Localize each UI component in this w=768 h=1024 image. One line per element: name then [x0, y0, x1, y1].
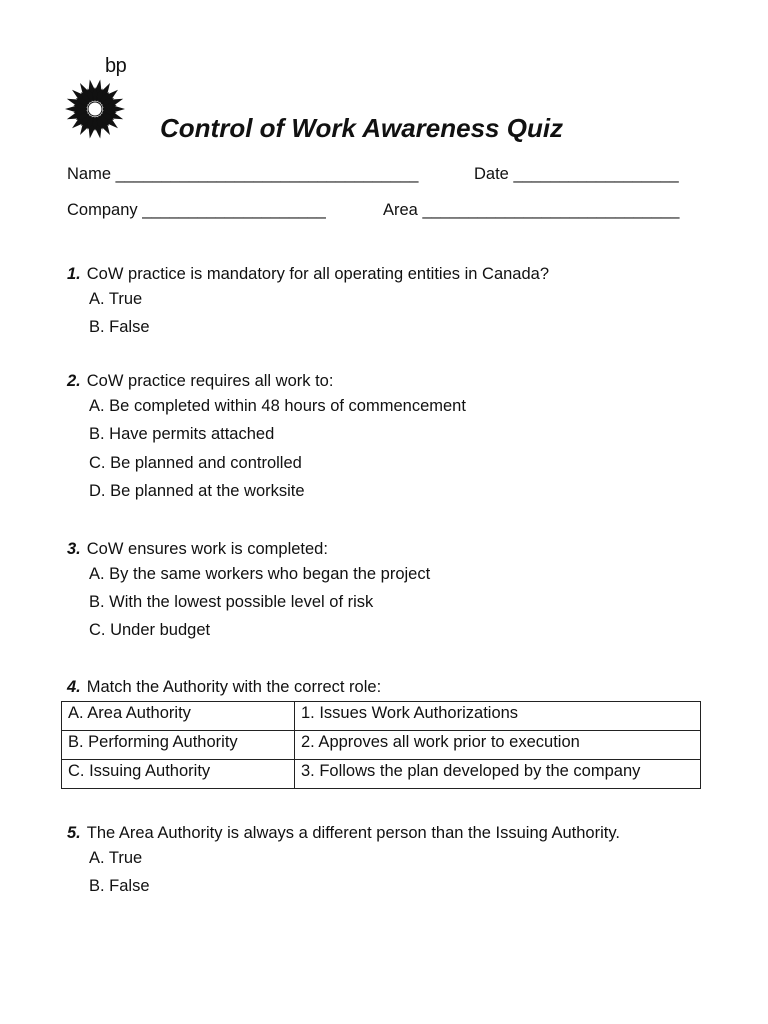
question-text: CoW practice requires all work to:	[86, 372, 334, 390]
question-4	[67, 676, 381, 698]
question-number: 4.	[67, 678, 81, 696]
answer-option[interactable]: B. False	[89, 318, 150, 336]
question-number: 2.	[67, 372, 81, 390]
answer-option[interactable]: C. Under budget	[89, 621, 211, 639]
answer-option[interactable]: A. True	[89, 290, 143, 308]
company-field-row	[67, 199, 326, 221]
date-field-row	[474, 163, 679, 185]
area-field-row	[383, 199, 679, 221]
question-text: CoW ensures work is completed:	[86, 540, 328, 558]
date-field[interactable]: __________________	[513, 165, 679, 183]
table-row	[62, 702, 701, 731]
company-field[interactable]: ____________________	[142, 201, 326, 219]
question-text: CoW practice is mandatory for all operating entities in Canada?	[86, 265, 549, 283]
bp-logo	[64, 54, 134, 140]
question-1	[67, 263, 549, 285]
bp-logo-text: bp	[105, 55, 127, 77]
role-cell[interactable]: 1. Issues Work Authorizations	[295, 702, 701, 731]
answer-option[interactable]: B. With the lowest possible level of risk	[89, 593, 374, 611]
authority-cell[interactable]: C. Issuing Authority	[62, 760, 295, 789]
answer-option[interactable]: A. By the same workers who began the project	[89, 565, 431, 583]
answer-option[interactable]: A. Be completed within 48 hours of commencement	[89, 397, 466, 415]
question-number: 5.	[67, 824, 81, 842]
answer-option[interactable]: A. True	[89, 849, 143, 867]
authority-cell[interactable]: A. Area Authority	[62, 702, 295, 731]
role-cell[interactable]: 2. Approves all work prior to execution	[295, 731, 701, 760]
authority-cell[interactable]: B. Performing Authority	[62, 731, 295, 760]
name-field-row	[67, 163, 418, 185]
answer-option[interactable]: B. Have permits attached	[89, 425, 275, 443]
question-3	[67, 538, 328, 560]
name-field[interactable]: _________________________________	[115, 165, 419, 183]
answer-option[interactable]: B. False	[89, 877, 150, 895]
question-number: 1.	[67, 265, 81, 283]
question-2	[67, 370, 333, 392]
page-title: Control of Work Awareness Quiz	[160, 113, 564, 143]
answer-option[interactable]: C. Be planned and controlled	[89, 454, 302, 472]
question-text: Match the Authority with the correct role:	[86, 678, 382, 696]
question-number: 3.	[67, 540, 81, 558]
question-text: The Area Authority is always a different person than the Issuing Authority.	[86, 824, 620, 842]
name-label: Name	[67, 165, 112, 183]
helios-flower-icon	[64, 78, 126, 140]
date-label: Date	[474, 165, 509, 183]
area-label: Area	[383, 201, 418, 219]
question-5	[67, 822, 620, 844]
answer-option[interactable]: D. Be planned at the worksite	[89, 482, 305, 500]
company-label: Company	[67, 201, 138, 219]
role-cell[interactable]: 3. Follows the plan developed by the company	[295, 760, 701, 789]
matching-table	[61, 701, 701, 789]
table-row	[62, 731, 701, 760]
area-field[interactable]: ____________________________	[422, 201, 680, 219]
table-row	[62, 760, 701, 789]
